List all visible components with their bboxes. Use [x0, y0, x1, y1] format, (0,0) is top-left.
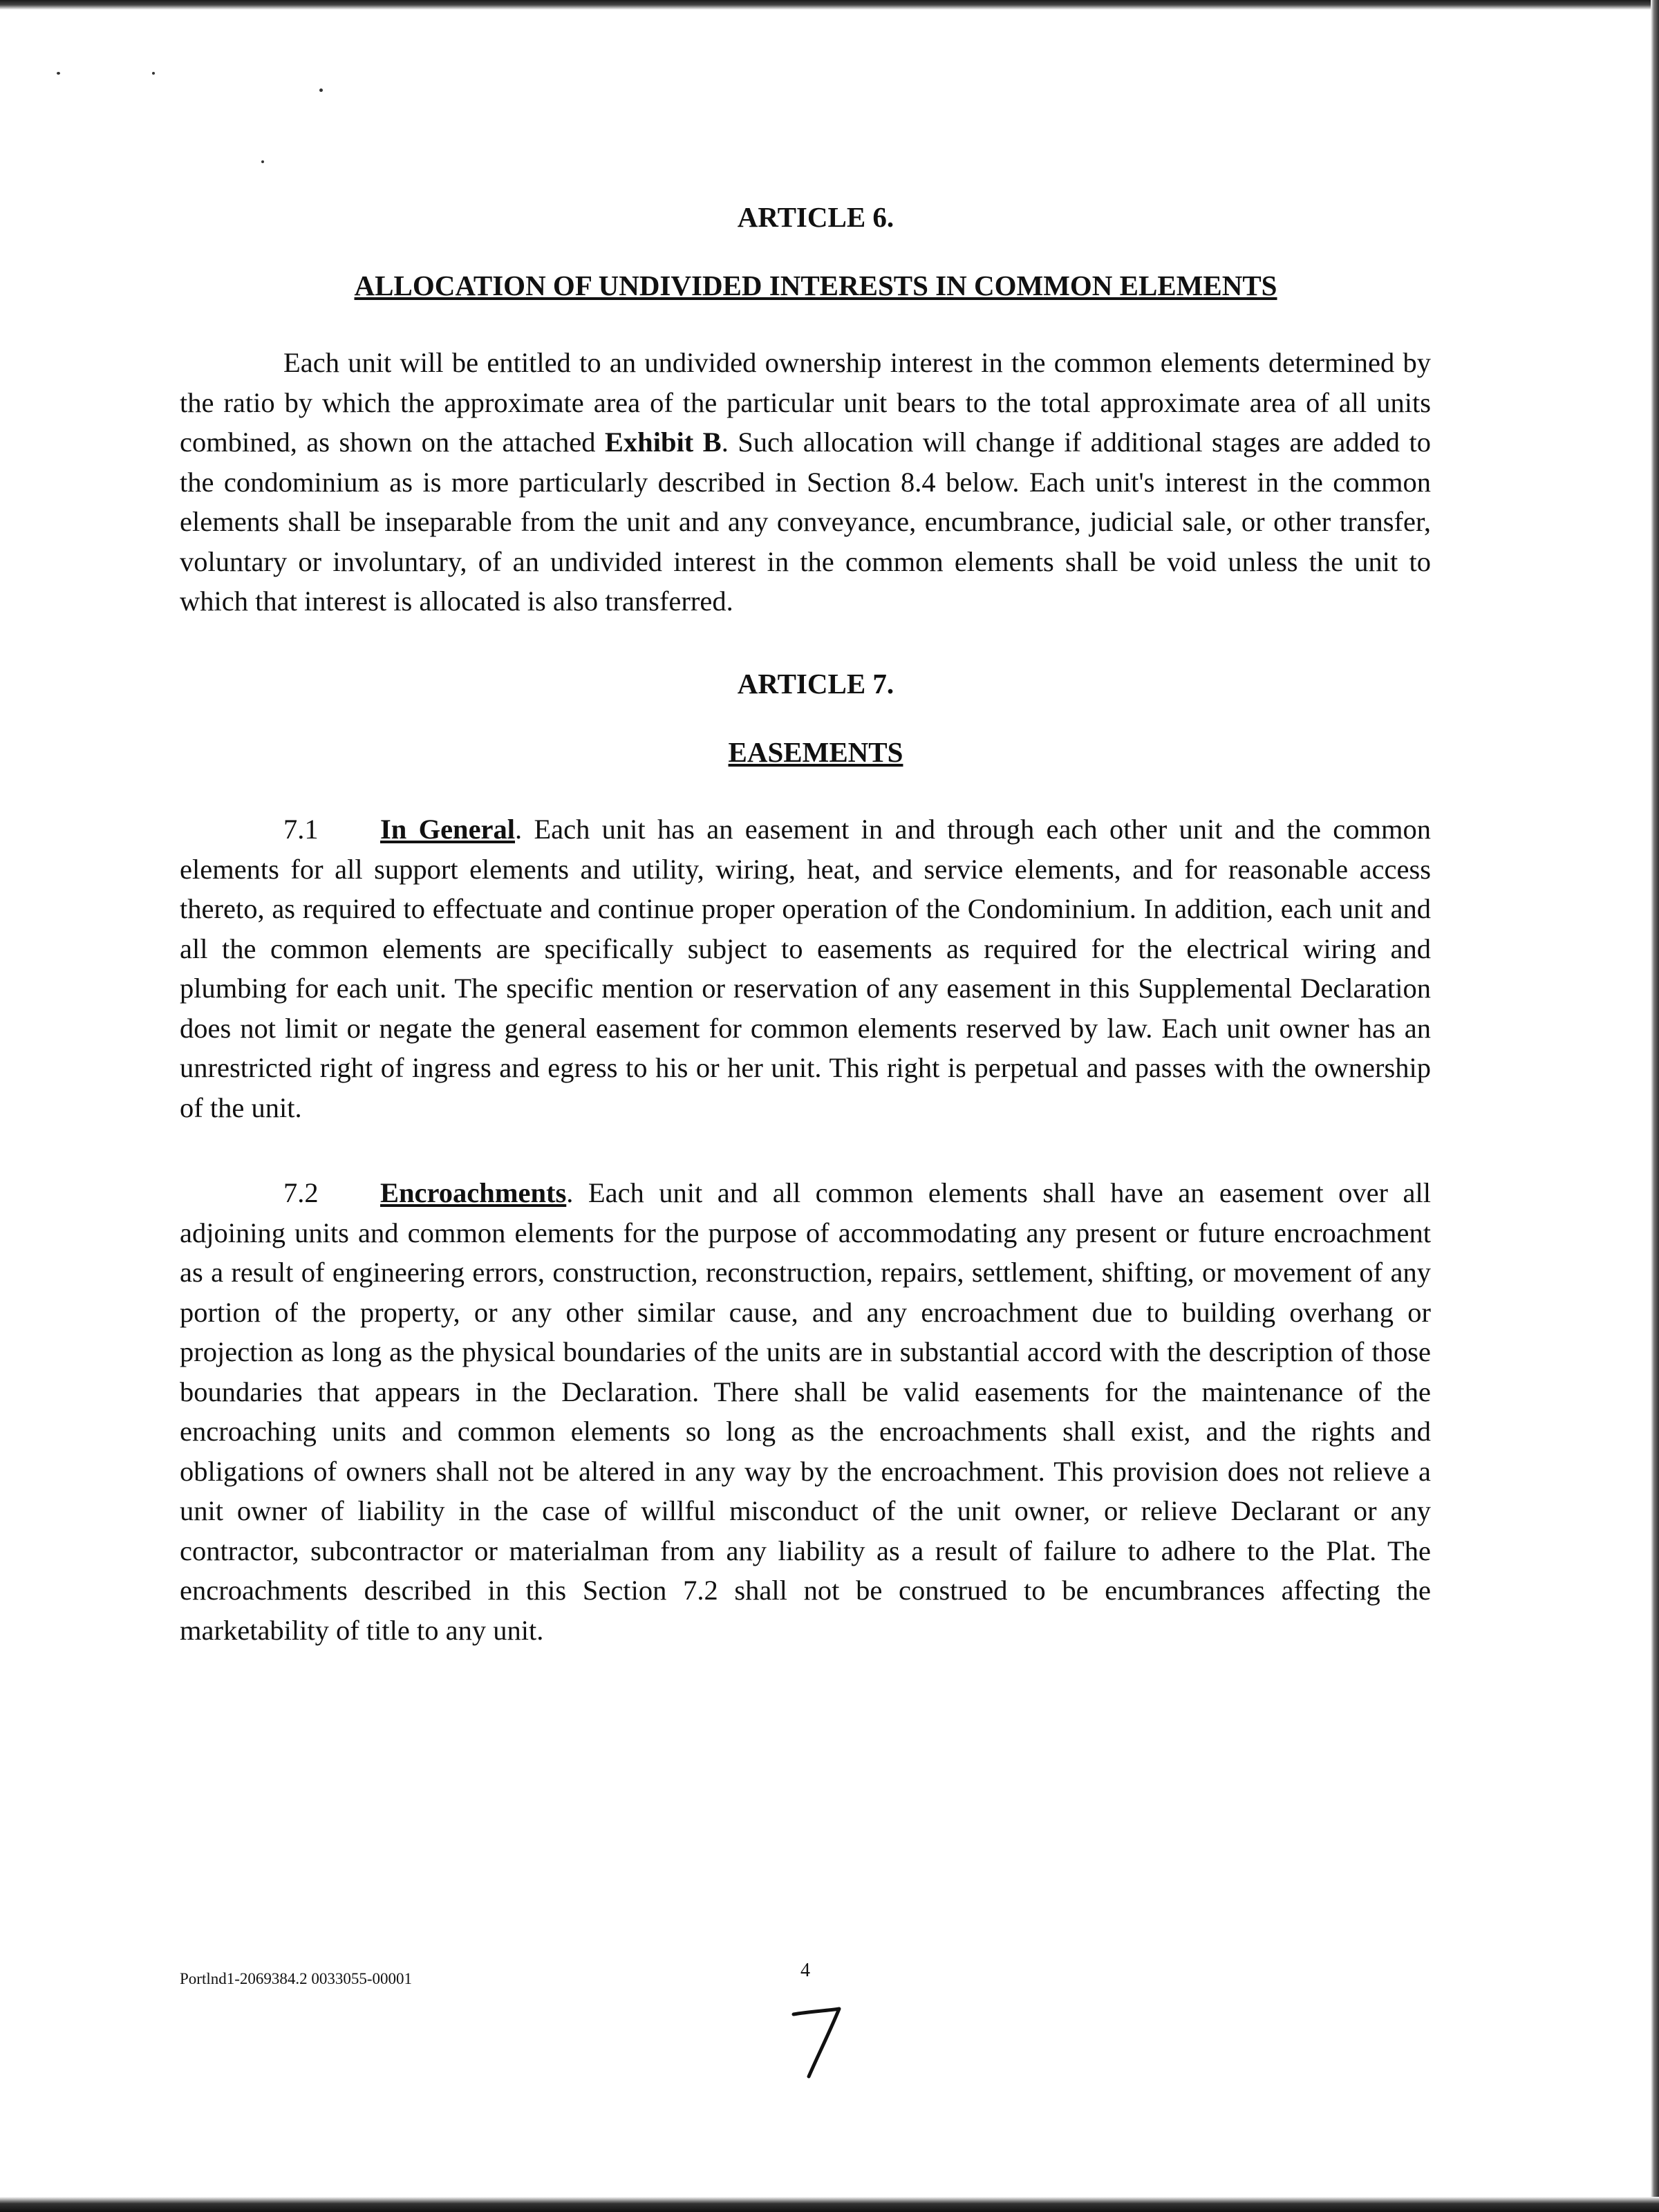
scan-speck: [57, 72, 60, 75]
scan-edge-bottom: [0, 2197, 1659, 2212]
article-7-title: EASEMENTS: [728, 736, 903, 769]
article-6-title: ALLOCATION OF UNDIVIDED INTERESTS IN COMMON ELEMENTS: [354, 270, 1277, 302]
article-6-heading: ARTICLE 6.: [737, 201, 894, 233]
article-6-paragraph: [180, 343, 1431, 621]
scan-speck: [261, 160, 264, 163]
document-id-footer: Portlnd1-2069384.2 0033055-00001: [180, 1970, 413, 1987]
page-number: 4: [800, 1960, 810, 1981]
document-page: [180, 200, 1431, 1696]
section-7-1-text: . Each unit has an easement in and through each other unit and the common elements for all support elements and utility, wiring, heat, and service elements, and for reasonable access thereto, as required to effectuate and continue proper operation of the Condominium. In addition, each unit and all the common elements are specifically subject to easements as required for the electrical wiring and plumbing for each unit. The specific mention or reservation of any easement in this Supplemental Declaration does not limit or negate the general easement for common elements reserved by law. Each unit owner has an unrestricted right of ingress and egress to his or her unit. This right is perpetual and passes with the ownership of the unit.: [180, 814, 1431, 1123]
scan-speck: [152, 72, 155, 75]
section-7-2-number: 7.2: [283, 1177, 319, 1209]
section-7-2-title: Encroachments: [380, 1177, 567, 1209]
section-7-1-number: 7.1: [283, 814, 319, 845]
scan-edge-top: [0, 0, 1659, 10]
article-7-heading: ARTICLE 7.: [737, 667, 894, 700]
handwritten-page-number: [788, 2005, 843, 2081]
scan-speck: [319, 88, 323, 92]
exhibit-reference: Exhibit B: [604, 427, 722, 458]
scan-edge-right: [1651, 0, 1659, 2212]
article-6-text-part1: Each unit will be entitled to an undivided ownership interest in the common elements determined by the ratio by which the approximate area of the particular unit bears to the total approximate area of all units combined, as shown on the attached: [180, 347, 1431, 458]
section-7-1-title: In General: [380, 814, 516, 845]
section-7-2-paragraph: [180, 1173, 1431, 1650]
article-6-text-part2: . Such allocation will change if additional stages are added to the condominium as is more particularly described in Section 8.4 below. Each unit's interest in the common elements shall be inseparable from the unit and any conveyance, encumbrance, judicial sale, or other transfer, voluntary or involuntary, of an undivided interest in the common elements shall be void unless the unit to which that interest is allocated is also transferred.: [180, 427, 1431, 617]
section-7-2-text: . Each unit and all common elements shall have an easement over all adjoining units and common elements for the purpose of accommodating any present or future encroachment as a result of engineering errors, construction, reconstruction, repairs, settlement, shifting, or movement of any portion of the property, or any other similar cause, and any encroachment due to building overhang or projection as long as the physical boundaries of the units are in substantial accord with the description of those boundaries that appears in the Declaration. There shall be valid easements for the maintenance of the encroaching units and common elements so long as the encroachments shall exist, and the rights and obligations of owners shall not be altered in any way by the encroachment. This provision does not relieve a unit owner of liability in the case of willful misconduct of the unit owner, or relieve Declarant or any contractor, subcontractor or materialman from any liability as a result of failure to adhere to the Plat. The encroachments described in this Section 7.2 shall not be construed to be encumbrances affecting the marketability of title to any unit.: [180, 1177, 1431, 1646]
section-7-1-paragraph: [180, 809, 1431, 1127]
